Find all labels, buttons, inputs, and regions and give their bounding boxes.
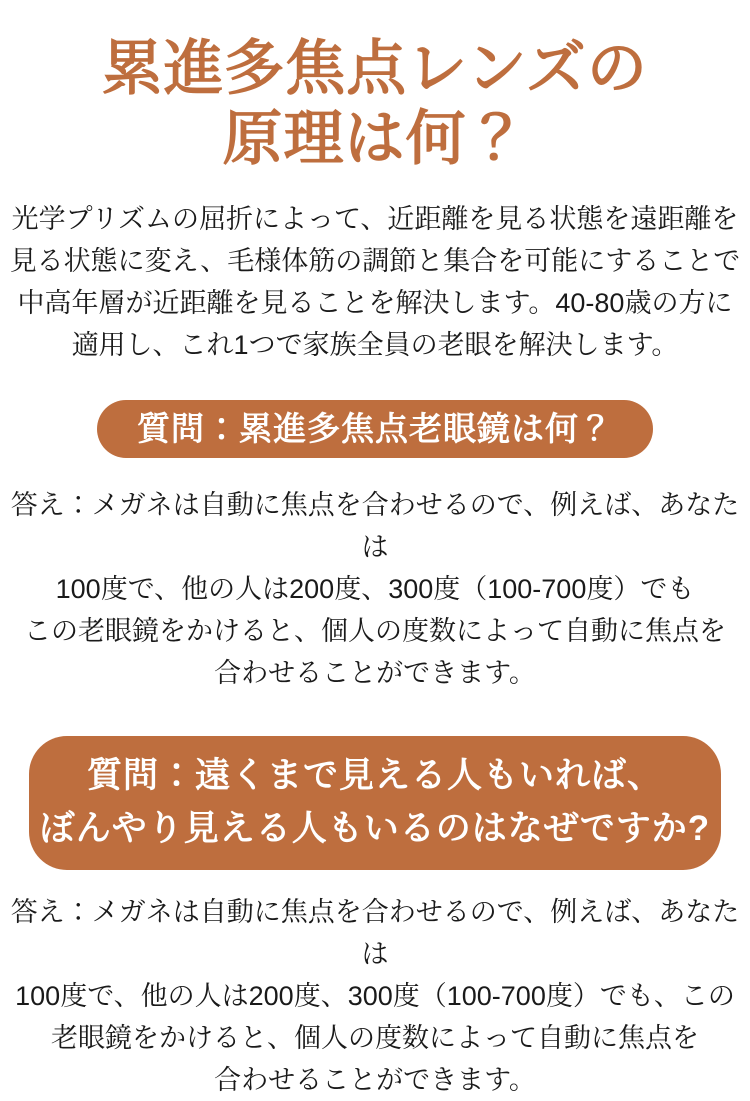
answer-line: 100度で、他の人は200度、300度（100-700度）でも、この (15, 981, 735, 1011)
answer-line: 合わせることができます。 (214, 1065, 536, 1095)
answer-paragraph-2 (0, 891, 750, 1101)
intro-line: 見る状態に変え、毛様体筋の調節と集合を可能にすることで (9, 246, 741, 276)
intro-line: 中高年層が近距離を見ることを解決します。40-80歳の方に (17, 288, 733, 318)
page-title-line-2: 原理は何？ (222, 105, 528, 172)
question-banner-1: 質問：累進多焦点老眼鏡は何？ (97, 400, 653, 458)
question-banner-2 (29, 736, 721, 870)
question-banner-2-line-2: ぼんやり見える人もいるのはなぜですか? (39, 809, 711, 848)
page-title (102, 34, 648, 174)
intro-line: 光学プリズムの屈折によって、近距離を見る状態を遠距離を (11, 204, 739, 234)
answer-line: この老眼鏡をかけると、個人の度数によって自動に焦点を (24, 616, 726, 646)
answer-line: 答え：メガネは自動に焦点を合わせるので、例えば、あなたは (10, 490, 740, 562)
page-title-line-1: 累進多焦点レンズの (102, 35, 648, 102)
answer-paragraph-1 (0, 484, 750, 694)
question-banner-2-line-1: 質問：遠くまで見える人もいれば、 (86, 756, 663, 795)
intro-paragraph (10, 198, 741, 366)
answer-line: 答え：メガネは自動に焦点を合わせるので、例えば、あなたは (10, 897, 740, 969)
answer-line: 100度で、他の人は200度、300度（100-700度）でも (55, 574, 695, 604)
answer-line: 老眼鏡をかけると、個人の度数によって自動に焦点を (51, 1023, 699, 1053)
answer-line: 合わせることができます。 (214, 658, 536, 688)
intro-line: 適用し、これ1つで家族全員の老眼を解決します。 (71, 330, 679, 360)
